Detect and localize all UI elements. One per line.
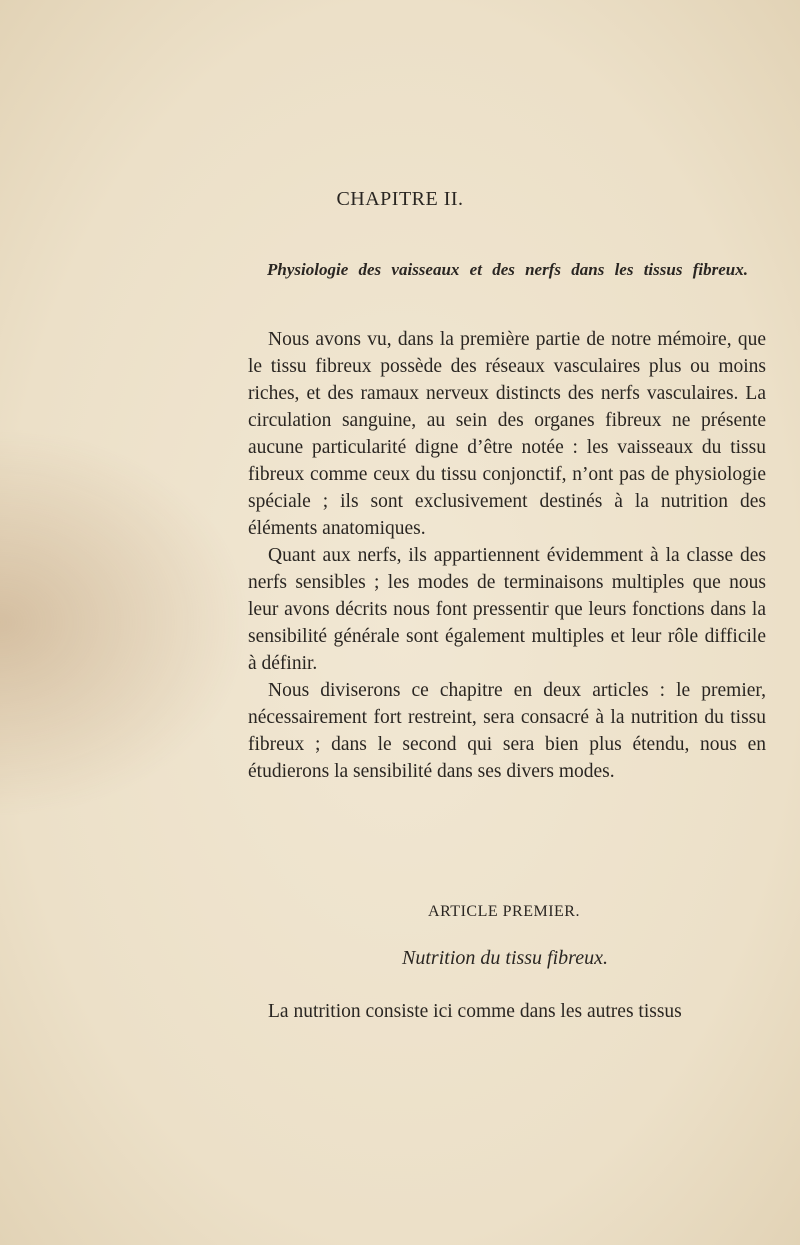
paragraph: Nous avons vu, dans la première partie de notre mémoire, que le tissu fibreux possède des réseaux vasculaires plus ou moins riches, et des ramaux nerveux distincts des nerfs vasculaires. La circulation sanguine, au sein des organes fibreux ne présente aucune particularité digne d’être notée : les vaisseaux du tissu fibreux comme ceux du tissu conjonctif, n’ont pas de physiologie spéciale ; ils sont exclusivement destinés à la nutrition des éléments anatomiques. [248, 329, 766, 539]
article-title: Nutrition du tissu fibreux. [402, 947, 608, 969]
article-heading: ARTICLE PREMIER. [428, 903, 580, 920]
paragraph: La nutrition consiste ici comme dans les autres tissus [268, 1001, 682, 1022]
chapter-subtitle: Physiologie des vaisseaux et des nerfs dans les tissus fibreux. [267, 260, 748, 279]
paragraph: Quant aux nerfs, ils appartiennent évidemment à la classe des nerfs sensibles ; les modes de terminaisons multiples que nous leur avons décrits nous font pressentir que leurs fonctions dans la sensibilité générale sont également multiples et leur rôle difficile à définir. [248, 545, 766, 674]
article-body [248, 998, 766, 1025]
chapter-body [248, 326, 766, 785]
paragraph: Nous diviserons ce chapitre en deux articles : le premier, nécessairement fort restreint, sera consacré à la nutrition du tissu fibreux ; dans le second qui sera bien plus étendu, nous en étudierons la sensibilité dans ses divers modes. [248, 680, 766, 782]
chapter-heading: CHAPITRE II. [336, 188, 464, 210]
